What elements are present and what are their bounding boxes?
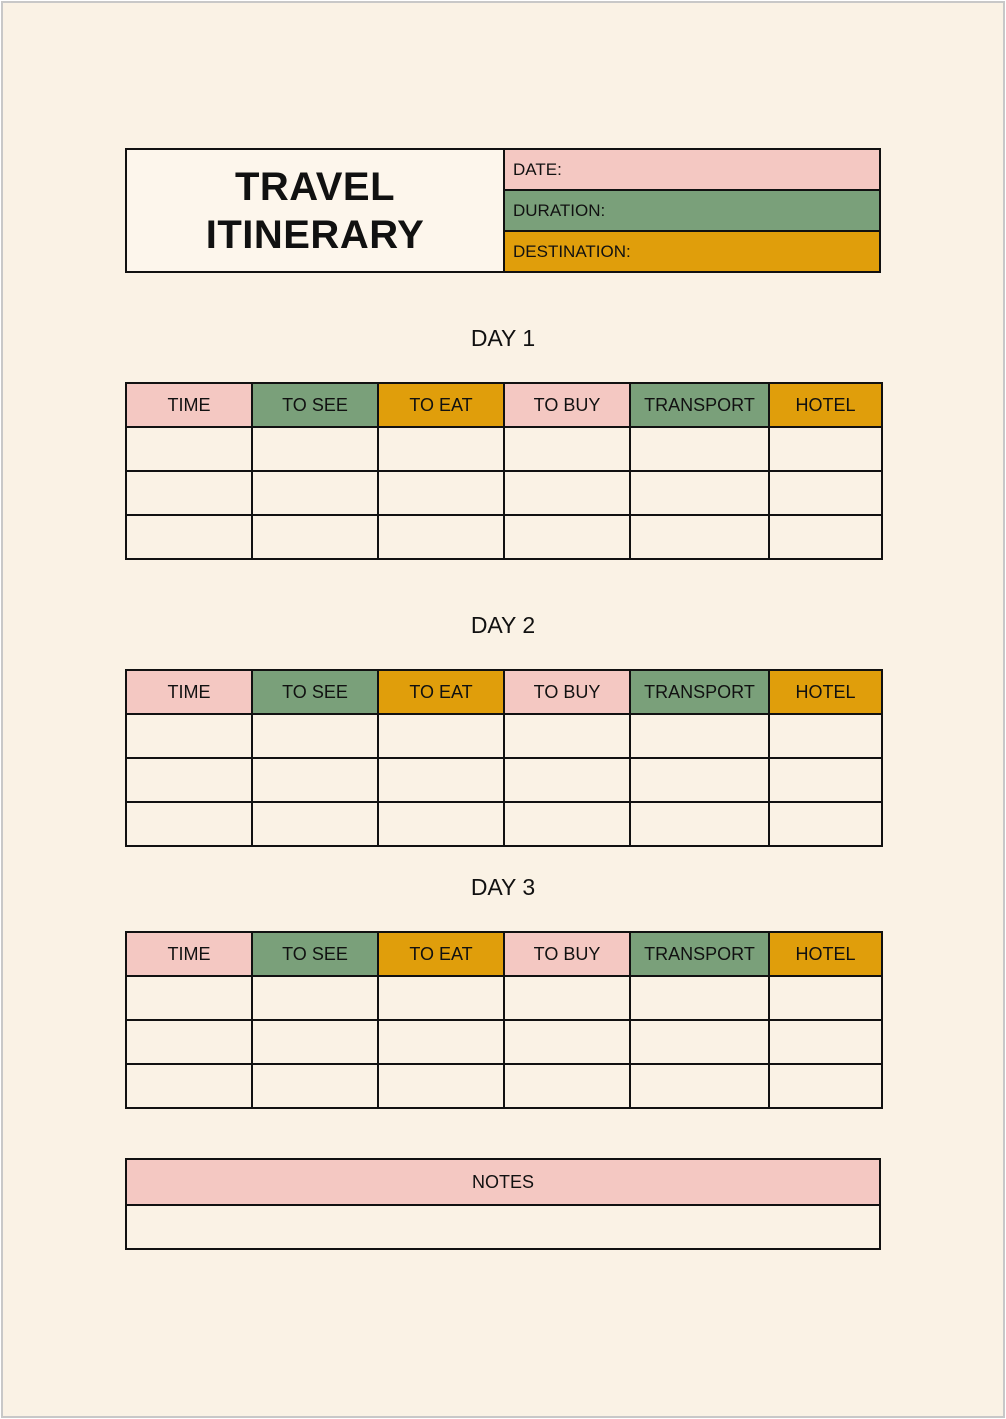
table-cell[interactable] — [769, 976, 882, 1020]
table-cell[interactable] — [769, 714, 882, 758]
table-cell[interactable] — [630, 802, 769, 846]
column-header-time: TIME — [126, 932, 252, 976]
table-cell[interactable] — [504, 1020, 630, 1064]
column-header-to-eat: TO EAT — [378, 383, 504, 427]
table-cell[interactable] — [504, 758, 630, 802]
page-title-line-1: TRAVEL — [234, 164, 396, 209]
notes-header: NOTES — [127, 1160, 879, 1206]
table-cell[interactable] — [630, 471, 769, 515]
table-cell[interactable] — [126, 758, 252, 802]
table-cell[interactable] — [769, 1064, 882, 1108]
table-row — [126, 802, 882, 846]
table-cell[interactable] — [252, 515, 378, 559]
table-cell[interactable] — [252, 758, 378, 802]
column-header-hotel: HOTEL — [769, 932, 882, 976]
table-cell[interactable] — [126, 802, 252, 846]
table-cell[interactable] — [769, 1020, 882, 1064]
table-cell[interactable] — [378, 802, 504, 846]
day-3-title: DAY 3 — [470, 874, 536, 900]
column-header-to-see: TO SEE — [252, 670, 378, 714]
table-cell[interactable] — [378, 515, 504, 559]
page-title-line-2: ITINERARY — [205, 212, 425, 257]
day-1-table — [125, 382, 883, 560]
table-cell[interactable] — [378, 427, 504, 471]
table-cell[interactable] — [126, 515, 252, 559]
day-2-title: DAY 2 — [470, 612, 536, 638]
table-row — [126, 976, 882, 1020]
table-cell[interactable] — [504, 515, 630, 559]
table-cell[interactable] — [630, 976, 769, 1020]
column-header-transport: TRANSPORT — [630, 932, 769, 976]
table-cell[interactable] — [252, 427, 378, 471]
column-header-time: TIME — [126, 670, 252, 714]
table-row — [126, 714, 882, 758]
column-header-to-buy: TO BUY — [504, 932, 630, 976]
column-header-to-buy: TO BUY — [504, 670, 630, 714]
table-cell[interactable] — [126, 1020, 252, 1064]
table-cell[interactable] — [126, 427, 252, 471]
table-cell[interactable] — [769, 427, 882, 471]
day-1-title: DAY 1 — [470, 325, 536, 351]
table-cell[interactable] — [630, 758, 769, 802]
table-cell[interactable] — [126, 1064, 252, 1108]
trip-details — [505, 150, 879, 271]
column-header-to-eat: TO EAT — [378, 670, 504, 714]
itinerary-header — [125, 148, 881, 273]
table-cell[interactable] — [630, 515, 769, 559]
table-cell[interactable] — [504, 427, 630, 471]
itinerary-page — [1, 1, 1005, 1418]
table-cell[interactable] — [630, 1020, 769, 1064]
table-cell[interactable] — [769, 758, 882, 802]
column-header-hotel: HOTEL — [769, 383, 882, 427]
table-cell[interactable] — [252, 976, 378, 1020]
table-cell[interactable] — [378, 1020, 504, 1064]
day-2-table — [125, 669, 883, 847]
table-cell[interactable] — [769, 471, 882, 515]
table-cell[interactable] — [126, 471, 252, 515]
table-cell[interactable] — [504, 802, 630, 846]
table-cell[interactable] — [252, 802, 378, 846]
duration-field[interactable]: DURATION: — [505, 189, 879, 230]
table-cell[interactable] — [504, 1064, 630, 1108]
table-row — [126, 471, 882, 515]
column-header-to-see: TO SEE — [252, 383, 378, 427]
table-cell[interactable] — [126, 714, 252, 758]
column-header-to-eat: TO EAT — [378, 932, 504, 976]
table-cell[interactable] — [126, 976, 252, 1020]
table-cell[interactable] — [504, 471, 630, 515]
table-cell[interactable] — [252, 1020, 378, 1064]
table-cell[interactable] — [378, 1064, 504, 1108]
table-row — [126, 1020, 882, 1064]
table-cell[interactable] — [504, 714, 630, 758]
table-row — [126, 515, 882, 559]
table-row — [126, 427, 882, 471]
notes-field[interactable] — [127, 1206, 879, 1248]
table-cell[interactable] — [252, 471, 378, 515]
destination-field[interactable]: DESTINATION: — [505, 230, 879, 271]
table-cell[interactable] — [252, 1064, 378, 1108]
column-header-transport: TRANSPORT — [630, 383, 769, 427]
table-row — [126, 758, 882, 802]
table-cell[interactable] — [504, 976, 630, 1020]
table-cell[interactable] — [630, 427, 769, 471]
table-cell[interactable] — [769, 802, 882, 846]
table-cell[interactable] — [378, 976, 504, 1020]
day-3-table — [125, 931, 883, 1109]
column-header-transport: TRANSPORT — [630, 670, 769, 714]
table-cell[interactable] — [630, 714, 769, 758]
column-header-hotel: HOTEL — [769, 670, 882, 714]
table-cell[interactable] — [378, 714, 504, 758]
column-header-time: TIME — [126, 383, 252, 427]
column-header-to-see: TO SEE — [252, 932, 378, 976]
table-cell[interactable] — [378, 758, 504, 802]
table-cell[interactable] — [252, 714, 378, 758]
table-row — [126, 1064, 882, 1108]
table-cell[interactable] — [630, 1064, 769, 1108]
title-box — [127, 150, 505, 271]
date-field[interactable]: DATE: — [505, 150, 879, 189]
notes-box — [125, 1158, 881, 1250]
column-header-to-buy: TO BUY — [504, 383, 630, 427]
table-cell[interactable] — [769, 515, 882, 559]
table-cell[interactable] — [378, 471, 504, 515]
